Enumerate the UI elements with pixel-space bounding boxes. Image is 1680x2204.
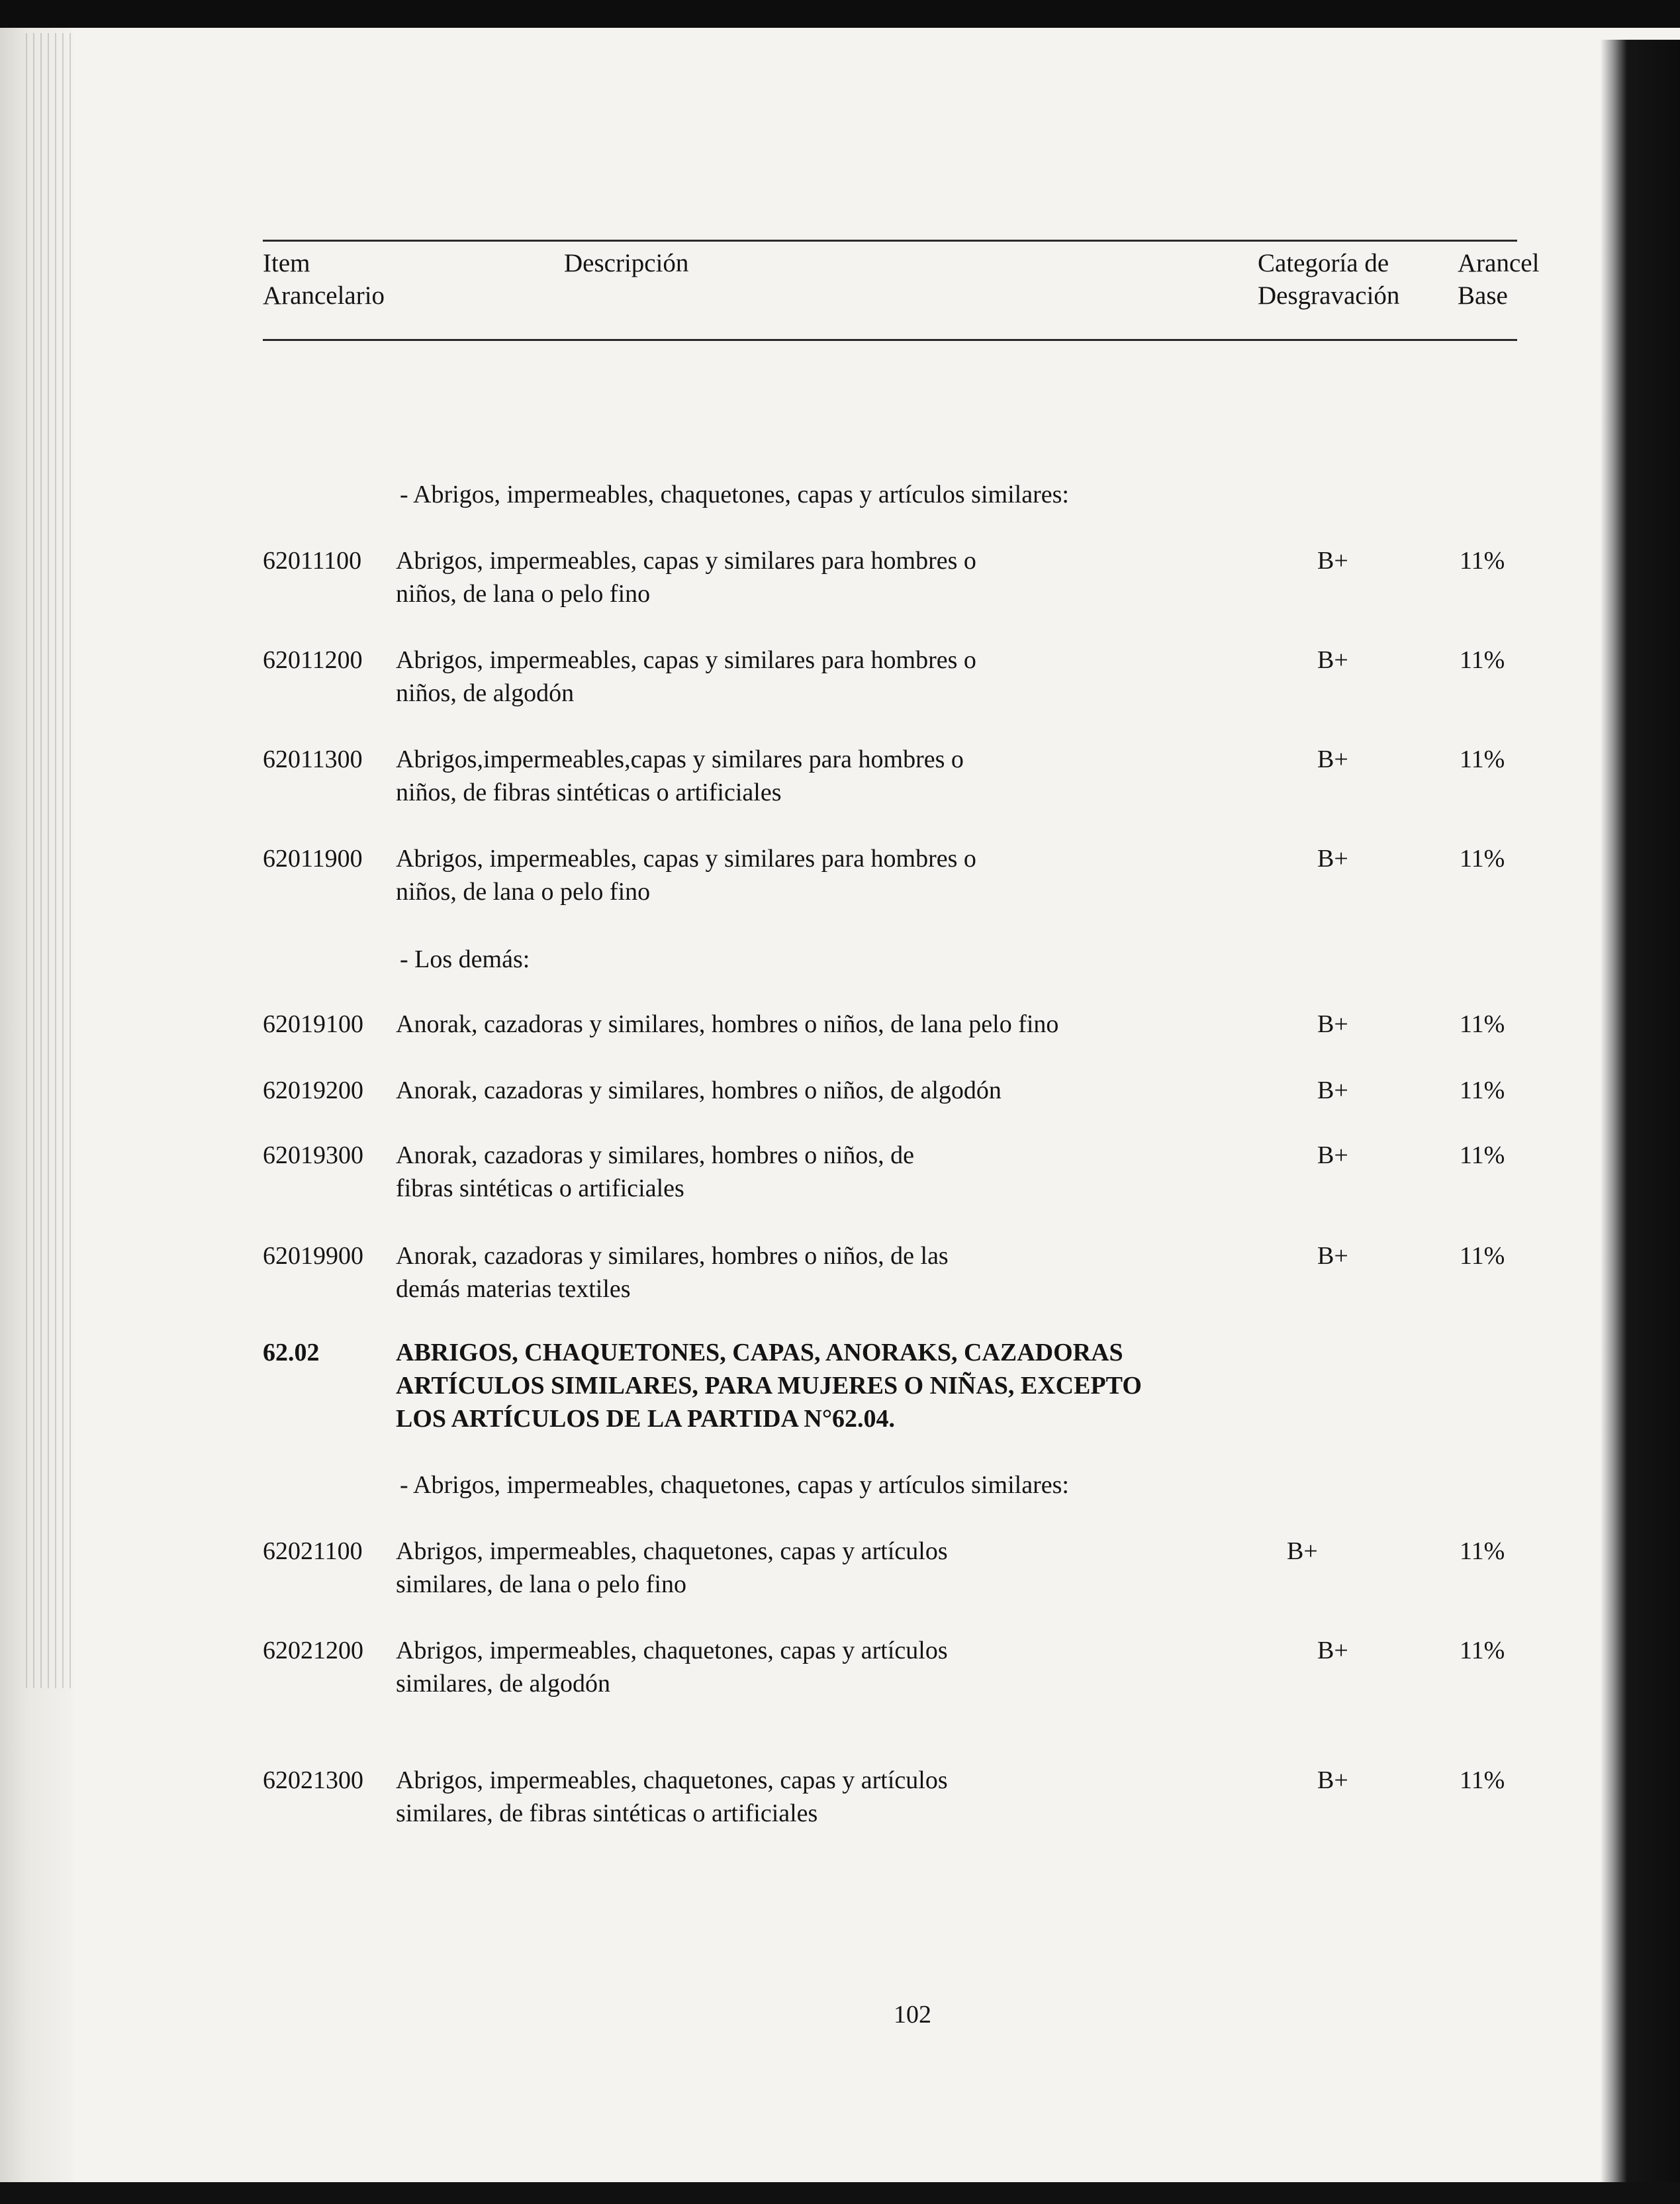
- row-description-line2: similares, de fibras sintéticas o artificiales: [396, 1799, 818, 1827]
- row-category: B+: [1317, 845, 1348, 873]
- subheading: - Abrigos, impermeables, chaquetones, capas y artículos similares:: [400, 1471, 1069, 1499]
- row-category: B+: [1317, 1141, 1348, 1169]
- row-base-tariff: 11%: [1460, 1766, 1505, 1794]
- row-code: 62011100: [263, 547, 362, 575]
- row-description-line2: niños, de fibras sintéticas o artificiales: [396, 779, 782, 806]
- row-description-line2: demás materias textiles: [396, 1275, 631, 1303]
- header-bottom-rule: [263, 339, 1517, 341]
- row-base-tariff: 11%: [1460, 1141, 1505, 1169]
- heading-code: 62.02: [263, 1339, 320, 1366]
- row-code: 62019900: [263, 1242, 363, 1270]
- row-category: B+: [1317, 547, 1348, 575]
- row-code: 62011200: [263, 646, 363, 674]
- row-description-line1: Anorak, cazadoras y similares, hombres o niños, de las: [396, 1242, 949, 1270]
- heading-line1: ABRIGOS, CHAQUETONES, CAPAS, ANORAKS, CAZADORAS: [396, 1339, 1123, 1366]
- row-code: 62021200: [263, 1637, 363, 1664]
- row-code: 62019300: [263, 1141, 363, 1169]
- scan-edge-right: [1601, 40, 1680, 2182]
- row-category: B+: [1317, 1637, 1348, 1664]
- row-code: 62019200: [263, 1077, 363, 1104]
- row-base-tariff: 11%: [1460, 1637, 1505, 1664]
- row-category: B+: [1317, 1766, 1348, 1794]
- row-description-line2: similares, de algodón: [396, 1670, 610, 1698]
- row-category: B+: [1287, 1537, 1318, 1565]
- scan-edge-bottom: [0, 2182, 1680, 2204]
- header-base-line1: Arancel: [1458, 249, 1540, 277]
- row-description-line1: Abrigos,impermeables,capas y similares para hombres o: [396, 745, 964, 773]
- row-description-line1: Abrigos, impermeables, chaquetones, capas y artículos: [396, 1766, 948, 1794]
- header-item-line1: Item: [263, 249, 310, 277]
- heading-line2: ARTÍCULOS SIMILARES, PARA MUJERES O NIÑAS, EXCEPTO: [396, 1372, 1142, 1400]
- subheading: - Abrigos, impermeables, chaquetones, capas y artículos similares:: [400, 481, 1069, 508]
- row-base-tariff: 11%: [1460, 1537, 1505, 1565]
- row-description-line1: Abrigos, impermeables, capas y similares para hombres o: [396, 547, 976, 575]
- subheading: - Los demás:: [400, 945, 530, 973]
- header-category-line1: Categoría de: [1258, 249, 1389, 277]
- row-category: B+: [1317, 745, 1348, 773]
- row-description-line1: Abrigos, impermeables, chaquetones, capas y artículos: [396, 1637, 948, 1664]
- row-code: 62019100: [263, 1010, 363, 1038]
- row-description-line2: similares, de lana o pelo fino: [396, 1570, 686, 1598]
- row-base-tariff: 11%: [1460, 646, 1505, 674]
- row-base-tariff: 11%: [1460, 1010, 1505, 1038]
- row-description-line1: Abrigos, impermeables, capas y similares para hombres o: [396, 646, 976, 674]
- header-description: Descripción: [564, 249, 689, 277]
- row-description-line2: niños, de lana o pelo fino: [396, 580, 651, 608]
- row-description-line2: niños, de algodón: [396, 679, 575, 707]
- header-top-rule: [263, 240, 1517, 242]
- row-base-tariff: 11%: [1460, 547, 1505, 575]
- header-base-line2: Base: [1458, 281, 1508, 310]
- row-description-line1: Anorak, cazadoras y similares, hombres o niños, de: [396, 1141, 915, 1169]
- scan-binding-lines: [20, 33, 73, 1688]
- header-category-line2: Desgravación: [1258, 281, 1400, 310]
- row-code: 62021100: [263, 1537, 363, 1565]
- row-description-line2: niños, de lana o pelo fino: [396, 878, 651, 906]
- row-category: B+: [1317, 646, 1348, 674]
- row-description-line2: fibras sintéticas o artificiales: [396, 1174, 684, 1202]
- row-description-line1: Anorak, cazadoras y similares, hombres o niños, de algodón: [396, 1077, 1002, 1104]
- row-base-tariff: 11%: [1460, 1242, 1505, 1270]
- row-category: B+: [1317, 1010, 1348, 1038]
- row-code: 62021300: [263, 1766, 363, 1794]
- heading-line3: LOS ARTÍCULOS DE LA PARTIDA N°62.04.: [396, 1405, 896, 1433]
- row-category: B+: [1317, 1077, 1348, 1104]
- row-base-tariff: 11%: [1460, 1077, 1505, 1104]
- scan-edge-top: [0, 0, 1680, 28]
- row-base-tariff: 11%: [1460, 745, 1505, 773]
- row-code: 62011900: [263, 845, 363, 873]
- row-category: B+: [1317, 1242, 1348, 1270]
- row-description-line1: Abrigos, impermeables, chaquetones, capas y artículos: [396, 1537, 948, 1565]
- page-number: 102: [894, 2001, 931, 2029]
- header-item-line2: Arancelario: [263, 281, 385, 310]
- row-code: 62011300: [263, 745, 363, 773]
- row-base-tariff: 11%: [1460, 845, 1505, 873]
- row-description-line1: Anorak, cazadoras y similares, hombres o niños, de lana pelo fino: [396, 1010, 1059, 1038]
- row-description-line1: Abrigos, impermeables, capas y similares para hombres o: [396, 845, 976, 873]
